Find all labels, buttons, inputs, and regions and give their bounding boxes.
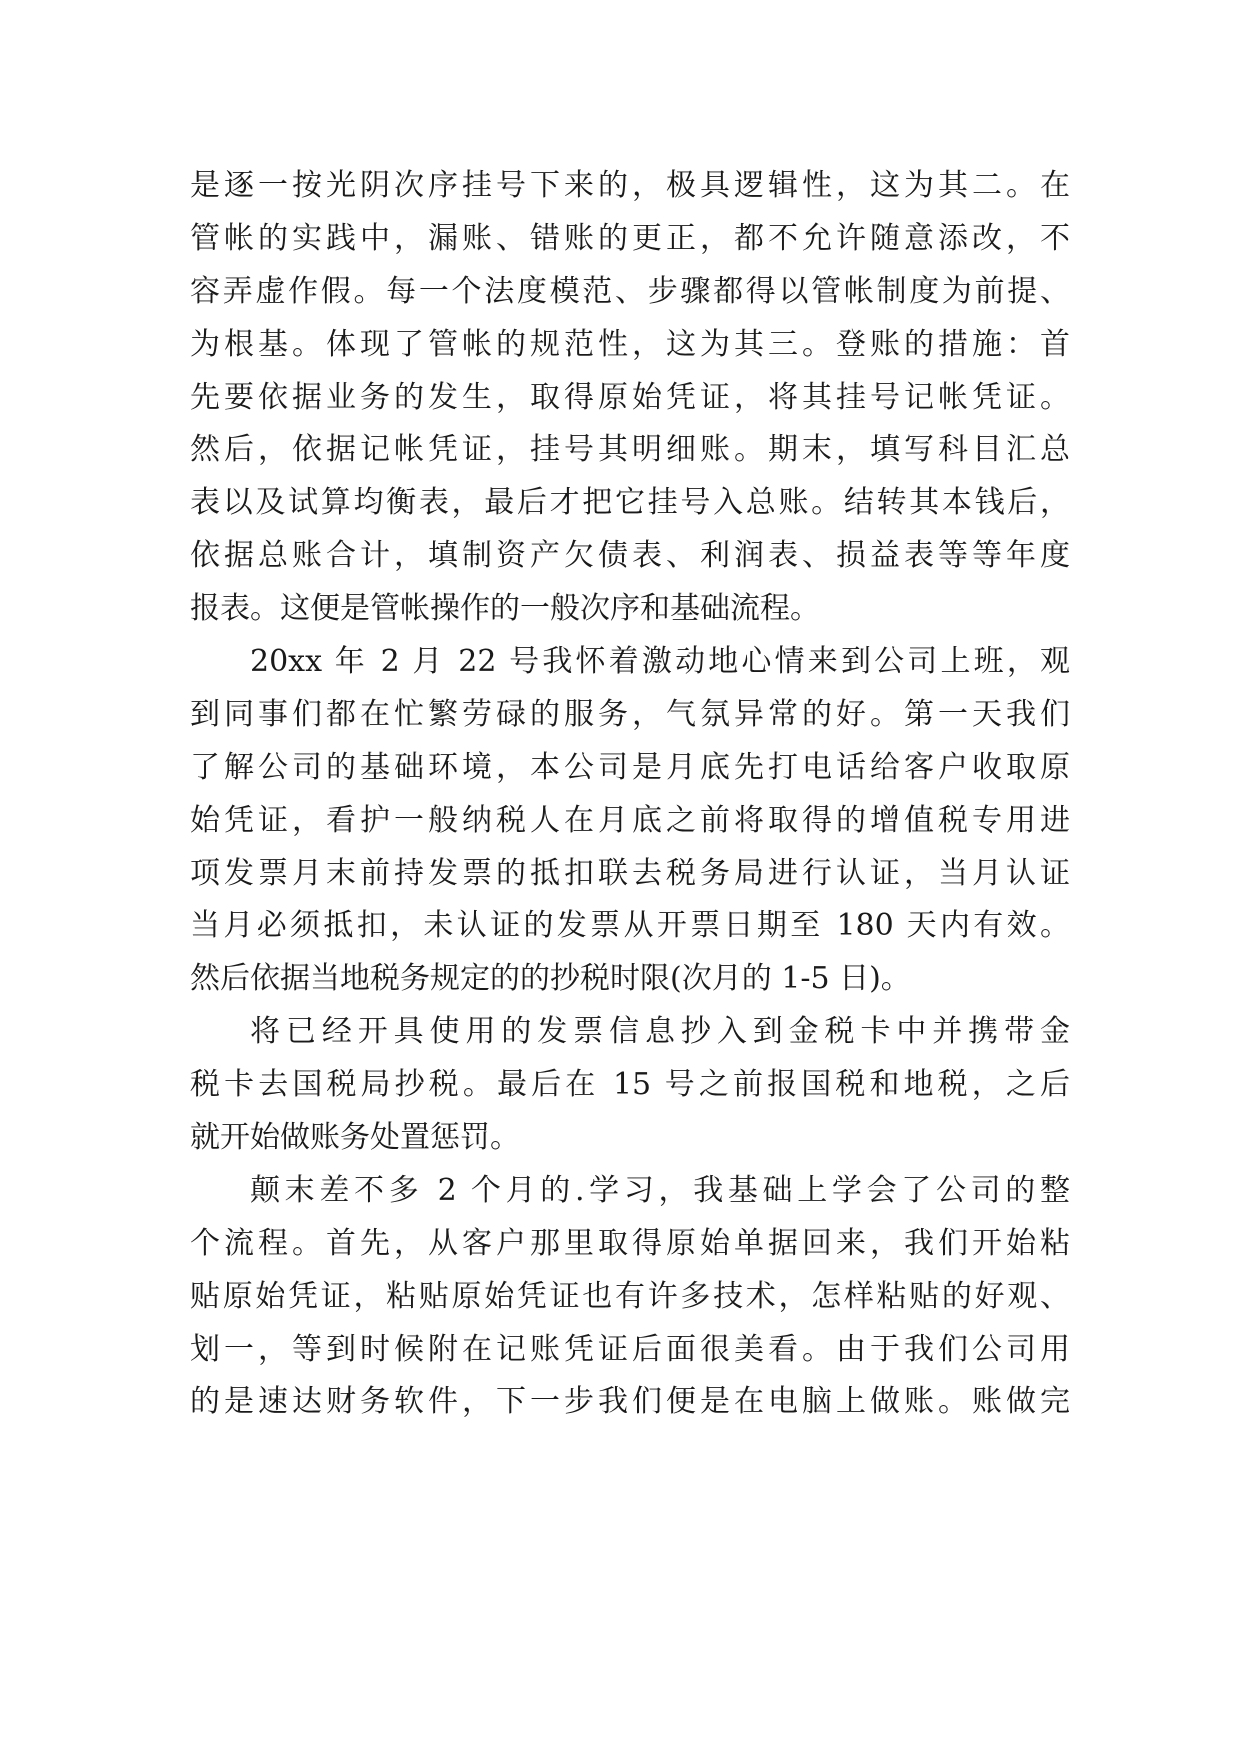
paragraph-first-line: 将已经开具使用的发票信息抄入到金税卡中并携带金 <box>250 1014 1070 1050</box>
text-line: 为根基。体现了管帐的规范性，这为其三。登账的措施：首 <box>190 326 1070 362</box>
text-line: 项发票月末前持发票的抵扣联去税务局进行认证，当月认证 <box>190 855 1070 891</box>
text-line: 税卡去国税局抄税。最后在 15 号之前报国税和地税，之后 <box>190 1067 1070 1103</box>
text-line: 先要依据业务的发生，取得原始凭证，将其挂号记帐凭证。 <box>190 379 1070 415</box>
text-line: 到同事们都在忙繁劳碌的服务，气氛异常的好。第一天我们 <box>190 696 1070 732</box>
text-line: 管帐的实践中，漏账、错账的更正，都不允许随意添改，不 <box>190 220 1070 256</box>
text-line: 容弄虚作假。每一个法度模范、步骤都得以管帐制度为前提、 <box>190 273 1070 309</box>
text-line: 了解公司的基础环境，本公司是月底先打电话给客户收取原 <box>190 749 1070 785</box>
text-line: 然后，依据记帐凭证，挂号其明细账。期末，填写科目汇总 <box>190 432 1070 468</box>
paragraph-first-line: 20xx 年 2 月 22 号我怀着激动地心情来到公司上班，观 <box>250 644 1070 680</box>
text-line: 始凭证，看护一般纳税人在月底之前将取得的增值税专用进 <box>190 802 1070 838</box>
paragraph-first-line: 颠末差不多 2 个月的.学习，我基础上学会了公司的整 <box>250 1172 1070 1208</box>
text-line: 个流程。首先，从客户那里取得原始单据回来，我们开始粘 <box>190 1225 1070 1261</box>
text-line: 划一，等到时候附在记账凭证后面很美看。由于我们公司用 <box>190 1331 1070 1367</box>
text-line: 就开始做账务处置惩罚。 <box>190 1120 520 1156</box>
text-line: 的是速达财务软件，下一步我们便是在电脑上做账。账做完 <box>190 1384 1070 1420</box>
body-text <box>190 160 1070 1429</box>
text-line: 依据总账合计，填制资产欠债表、利润表、损益表等等年度 <box>190 538 1070 574</box>
text-line: 当月必须抵扣，未认证的发票从开票日期至 180 天内有效。 <box>190 908 1070 944</box>
text-line: 表以及试算均衡表，最后才把它挂号入总账。结转其本钱后， <box>190 485 1070 521</box>
text-line: 然后依据当地税务规定的的抄税时限(次月的 1-5 日)。 <box>190 961 911 997</box>
text-line: 报表。这便是管帐操作的一般次序和基础流程。 <box>190 591 820 627</box>
text-line: 贴原始凭证，粘贴原始凭证也有许多技术，怎样粘贴的好观、 <box>190 1278 1070 1314</box>
text-line: 是逐一按光阴次序挂号下来的，极具逻辑性，这为其二。在 <box>190 168 1070 203</box>
